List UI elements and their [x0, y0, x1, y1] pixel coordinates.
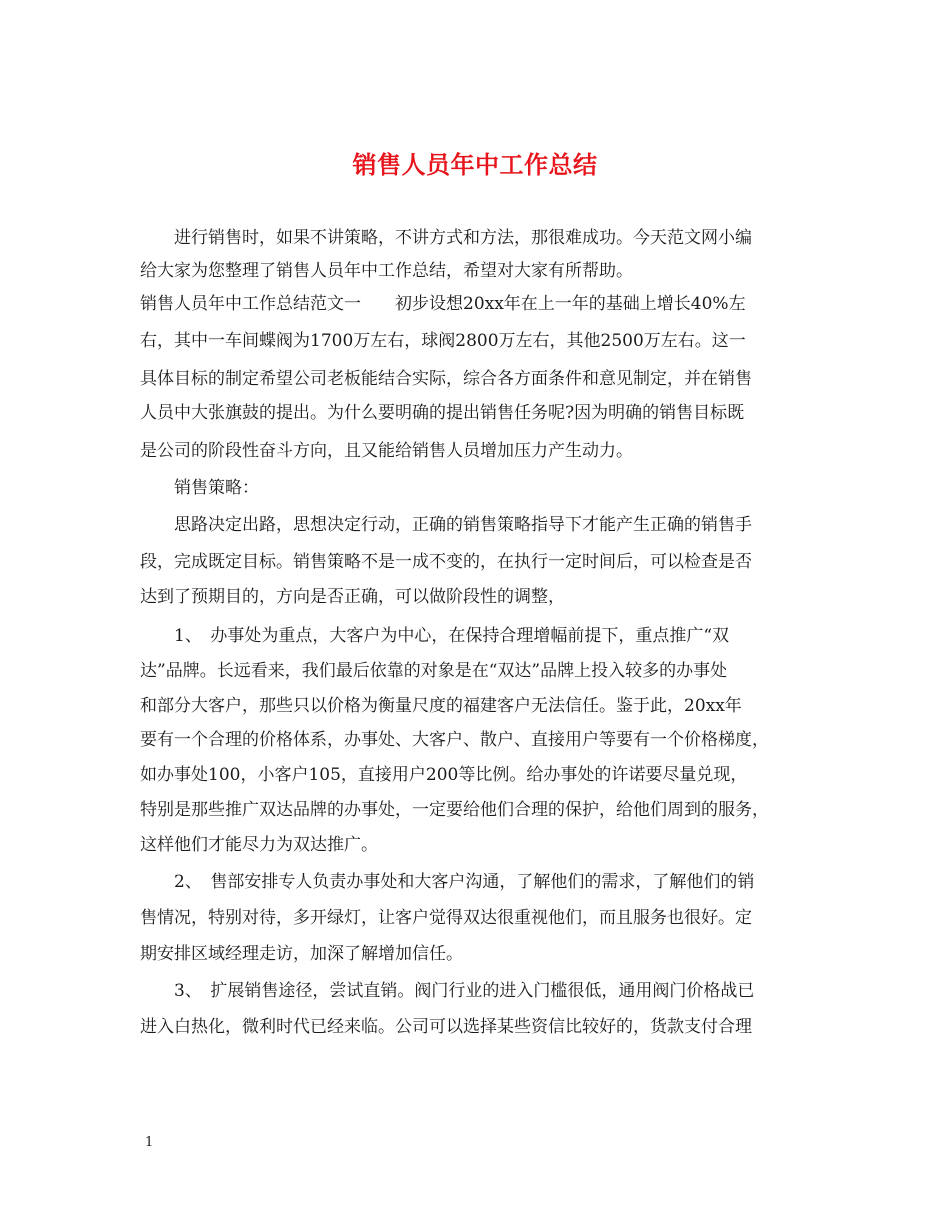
text-line: 要有一个合理的价格体系，办事处、大客户、散户、直接用户等要有一个价格梯度， [140, 730, 769, 750]
text-line: 特别是那些推广双达品牌的办事处，一定要给他们合理的保护，给他们周到的服务， [140, 800, 769, 820]
text-line: 这样他们才能尽力为双达推广。 [140, 835, 378, 855]
text-line: 是公司的阶段性奋斗方向，且又能给销售人员增加压力产生动力。 [140, 441, 633, 461]
page-title: 销售人员年中工作总结 [352, 150, 598, 179]
text-line: 销售人员年中工作总结范文一 初步设想20xx年在上一年的基础上增长40%左 [140, 294, 746, 314]
text-line: 人员中大张旗鼓的提出。为什么要明确的提出销售任务呢?因为明确的销售目标既 [140, 403, 745, 423]
text-line: 进入白热化，微利时代已经来临。公司可以选择某些资信比较好的，货款支付合理 [140, 1017, 752, 1037]
text-line: 达”品牌。长远看来，我们最后依靠的对象是在“双达”品牌上投入较多的办事处 [140, 661, 728, 681]
text-line: 2、 售部安排专人负责办事处和大客户沟通，了解他们的需求，了解他们的销 [140, 872, 755, 892]
text-line: 进行销售时，如果不讲策略，不讲方式和方法，那很难成功。今天范文网小编 [140, 228, 752, 248]
text-line: 和部分大客户，那些只以价格为衡量尺度的福建客户无法信任。鉴于此，20xx年 [140, 696, 742, 716]
text-line: 达到了预期目的，方向是否正确，可以做阶段性的调整， [140, 587, 565, 607]
text-line: 如办事处100，小客户105，直接用户200等比例。给办事处的许诺要尽量兑现， [140, 765, 748, 785]
text-line: 思路决定出路，思想决定行动，正确的销售策略指导下才能产生正确的销售手 [140, 515, 752, 535]
text-line: 1、 办事处为重点，大客户为中心，在保持合理增幅前提下，重点推广“双 [140, 626, 730, 646]
page-number: 1 [145, 1135, 154, 1150]
text-line: 给大家为您整理了销售人员年中工作总结，希望对大家有所帮助。 [140, 261, 633, 281]
text-line: 售情况，特别对待，多开绿灯，让客户觉得双达很重视他们，而且服务也很好。定 [140, 908, 752, 928]
text-line: 右，其中一车间蝶阀为1700万左右，球阀2800万左右，其他2500万左右。这一 [140, 331, 746, 351]
text-line: 期安排区域经理走访，加深了解增加信任。 [140, 944, 463, 964]
text-line: 具体目标的制定希望公司老板能结合实际，综合各方面条件和意见制定，并在销售 [140, 369, 752, 389]
text-line: 段，完成既定目标。销售策略不是一成不变的，在执行一定时间后，可以检查是否 [140, 552, 752, 572]
text-line: 销售策略： [140, 478, 259, 498]
text-line: 3、 扩展销售途径，尝试直销。阀门行业的进入门槛很低，通用阀门价格战已 [140, 981, 755, 1001]
